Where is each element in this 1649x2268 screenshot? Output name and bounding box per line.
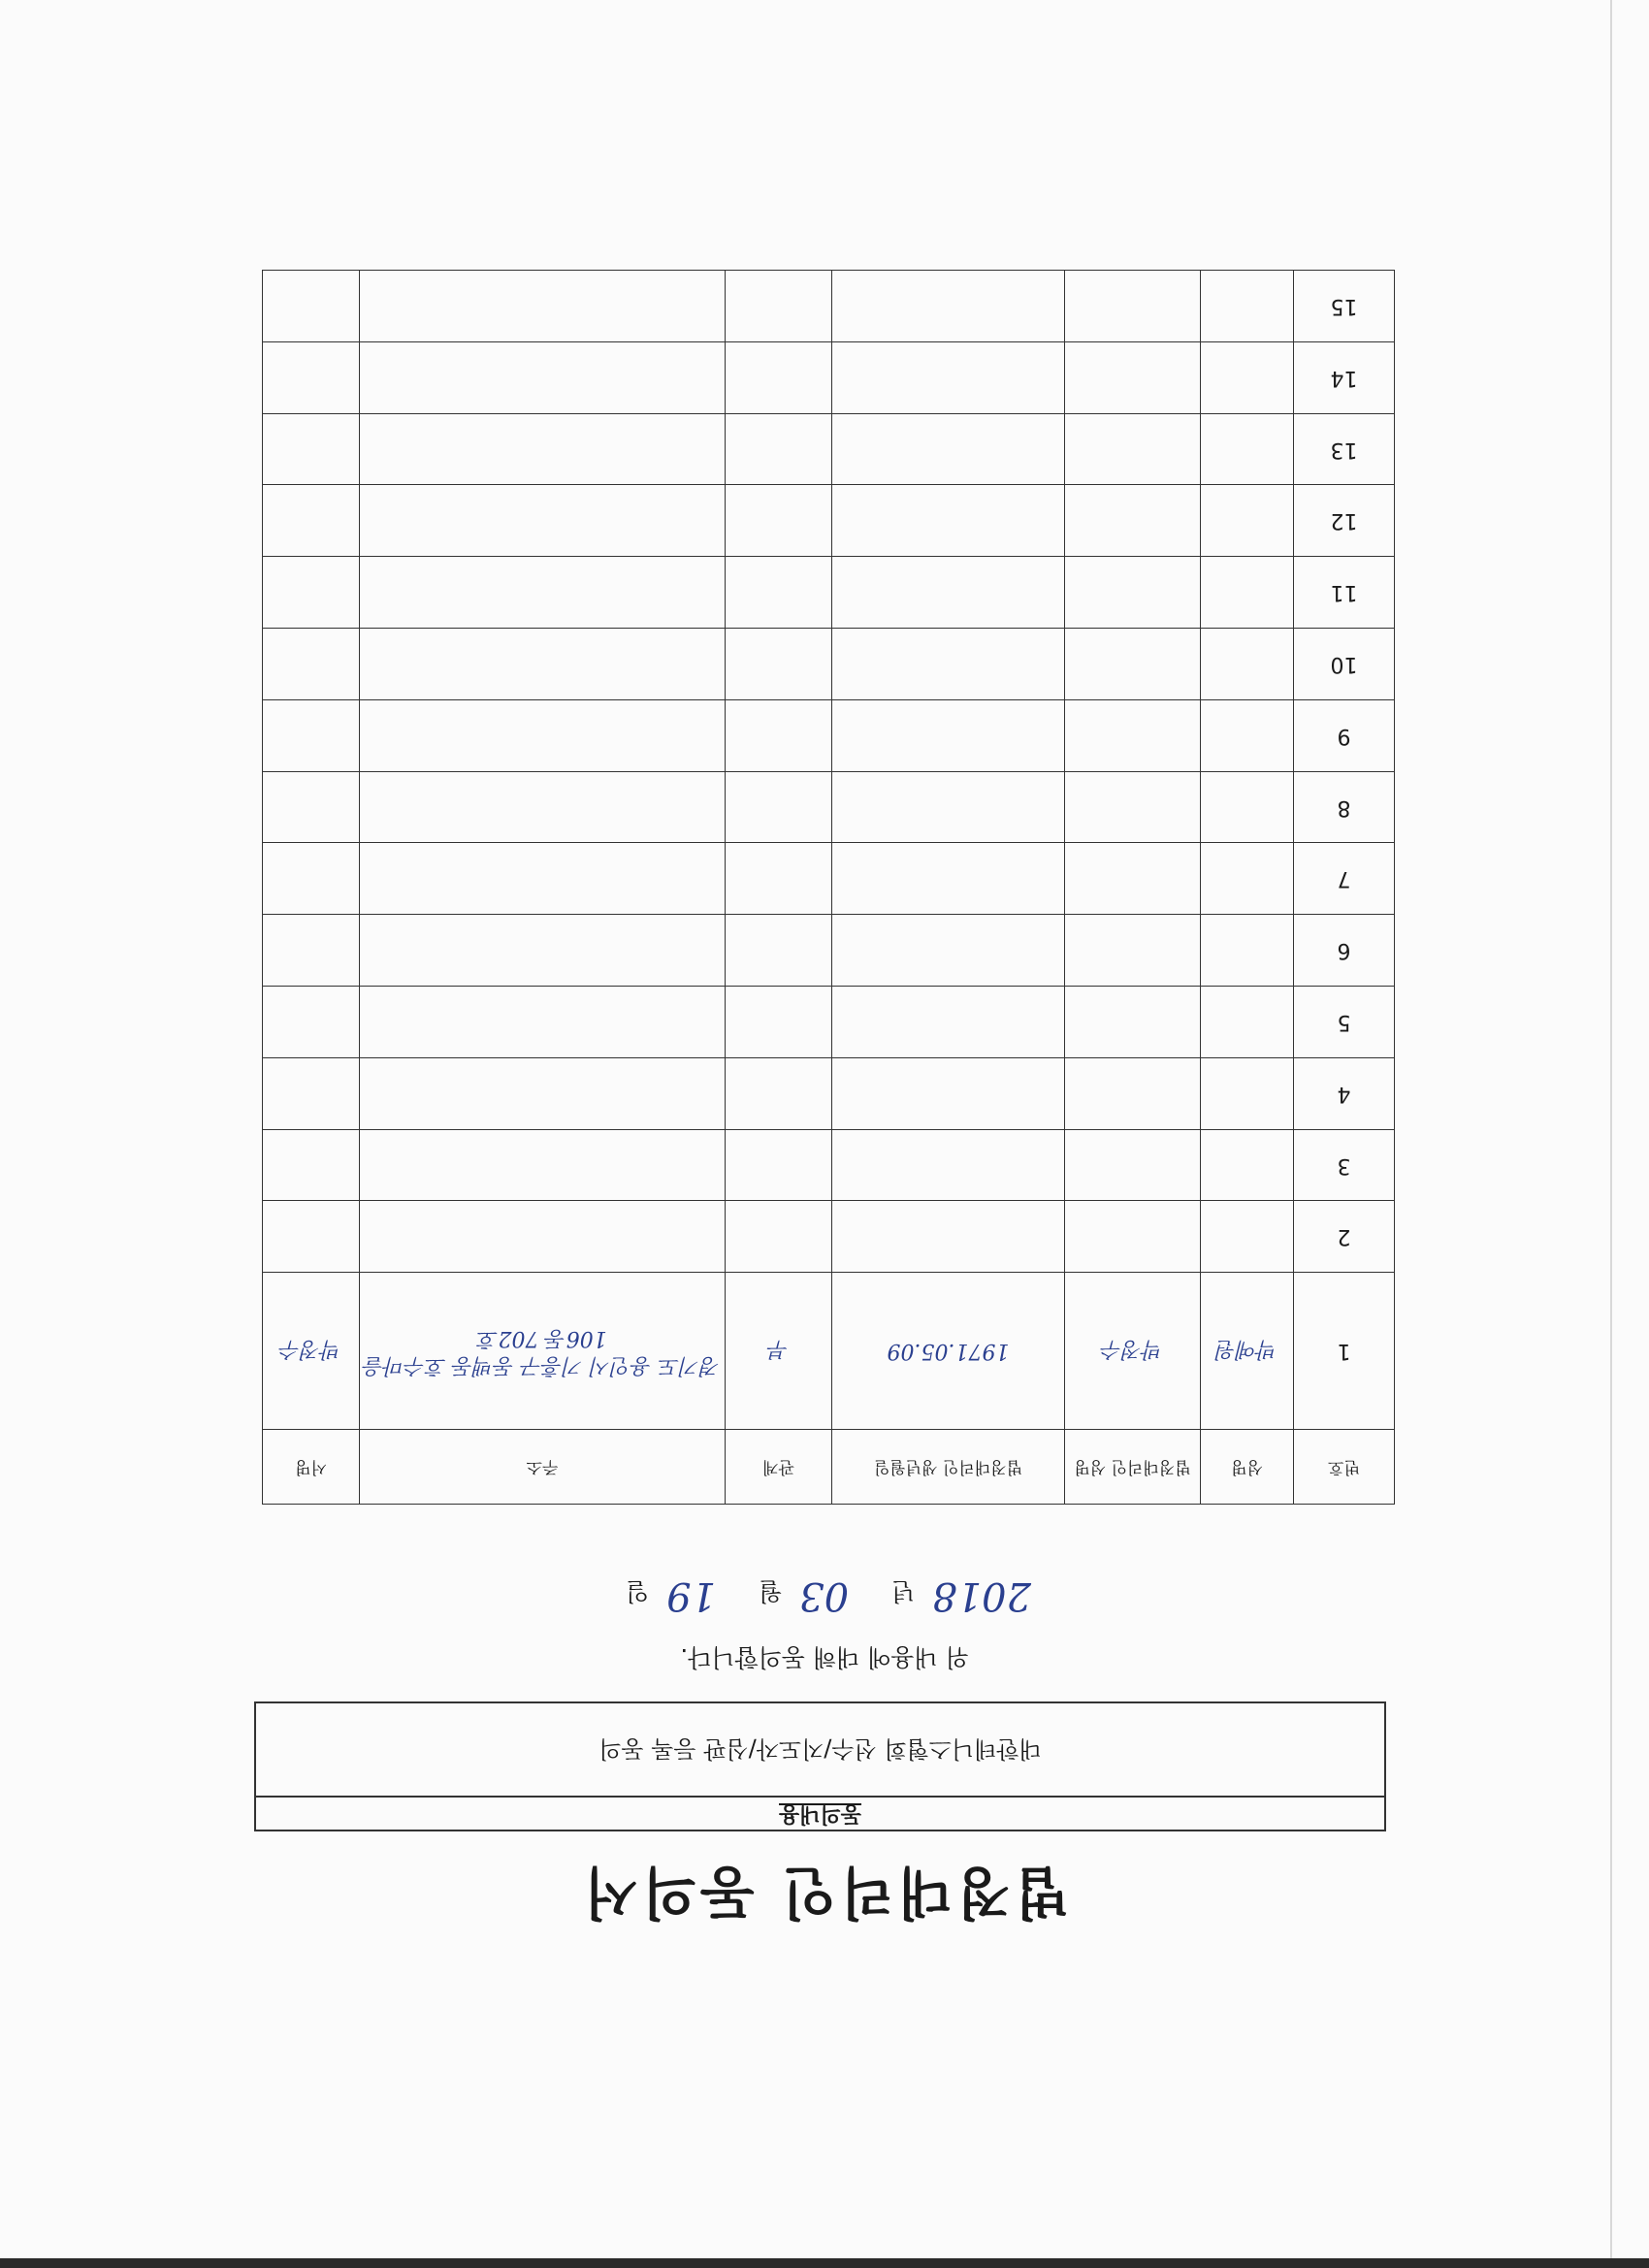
- row-address: [360, 699, 726, 771]
- row-relation: [726, 629, 832, 700]
- row-number: 2: [1294, 1201, 1395, 1273]
- table-row: [263, 987, 1395, 1058]
- row-guardian-birth: [832, 1129, 1065, 1201]
- row-relation: [726, 557, 832, 629]
- row-number: 1: [1294, 1273, 1395, 1430]
- row-number: 6: [1294, 915, 1395, 987]
- table-body: [263, 271, 1395, 1430]
- row-guardian-name: [1065, 915, 1201, 987]
- row-number: 14: [1294, 341, 1395, 413]
- row-number: 4: [1294, 1057, 1395, 1129]
- row-number: 15: [1294, 271, 1395, 342]
- row-name: 박예원: [1201, 1273, 1294, 1430]
- row-number: 8: [1294, 771, 1395, 843]
- row-number: 13: [1294, 413, 1395, 485]
- scan-border: [0, 2258, 1649, 2268]
- row-guardian-name: [1065, 771, 1201, 843]
- row-relation: [726, 1057, 832, 1129]
- row-address: [360, 341, 726, 413]
- row-name: [1201, 843, 1294, 915]
- row-guardian-birth: [832, 915, 1065, 987]
- scan-edge: [1610, 0, 1612, 2268]
- row-address: [360, 557, 726, 629]
- row-relation: [726, 987, 832, 1058]
- row-guardian-birth: [832, 771, 1065, 843]
- row-relation: [726, 1129, 832, 1201]
- table-row: [263, 629, 1395, 700]
- row-number: 10: [1294, 629, 1395, 700]
- table-row: [263, 1201, 1395, 1273]
- row-name: [1201, 271, 1294, 342]
- row-name: [1201, 1057, 1294, 1129]
- consent-box: [254, 1701, 1386, 1831]
- row-address: [360, 485, 726, 557]
- row-address: [360, 629, 726, 700]
- row-name: [1201, 341, 1294, 413]
- date-year-unit: 년: [891, 1577, 916, 1605]
- row-number: 11: [1294, 557, 1395, 629]
- row-guardian-birth: [832, 1201, 1065, 1273]
- row-guardian-name: [1065, 413, 1201, 485]
- table-row: [263, 915, 1395, 987]
- table-row: [263, 341, 1395, 413]
- row-relation: [726, 413, 832, 485]
- table-row: [263, 1057, 1395, 1129]
- row-guardian-name: [1065, 1129, 1201, 1201]
- row-name: [1201, 1129, 1294, 1201]
- date-day: 19: [666, 1573, 717, 1618]
- row-signature: [263, 1129, 360, 1201]
- row-relation: [726, 271, 832, 342]
- row-signature: [263, 843, 360, 915]
- row-address: [360, 843, 726, 915]
- row-signature: [263, 341, 360, 413]
- row-name: [1201, 557, 1294, 629]
- table-header-row: [263, 1430, 1395, 1505]
- header-guardian-name: 법정대리인 성명: [1065, 1430, 1201, 1505]
- date-month: 03: [799, 1573, 850, 1618]
- consent-body: 대한테니스협회 선수/지도자/심판 등록 동의: [598, 1735, 1042, 1763]
- row-guardian-birth: [832, 843, 1065, 915]
- row-relation: 부: [726, 1273, 832, 1430]
- row-relation: [726, 1201, 832, 1273]
- row-guardian-name: [1065, 557, 1201, 629]
- guardian-table: [262, 270, 1395, 1505]
- row-signature: [263, 771, 360, 843]
- header-address: 주소: [360, 1430, 726, 1505]
- header-number: 번호: [1294, 1430, 1395, 1505]
- row-guardian-birth: [832, 987, 1065, 1058]
- row-number: 3: [1294, 1129, 1395, 1201]
- row-signature: [263, 485, 360, 557]
- consent-heading: 동의내용: [256, 1796, 1384, 1830]
- row-name: [1201, 699, 1294, 771]
- row-signature: [263, 915, 360, 987]
- row-guardian-birth: [832, 485, 1065, 557]
- date-month-unit: 월: [759, 1577, 783, 1605]
- row-address: [360, 1129, 726, 1201]
- header-guardian-birth: 법정대리인 생년월일: [832, 1430, 1065, 1505]
- row-guardian-name: [1065, 629, 1201, 700]
- table-row: [263, 1129, 1395, 1201]
- row-address: [360, 987, 726, 1058]
- row-signature: [263, 557, 360, 629]
- table-row: [263, 1273, 1395, 1430]
- row-address: [360, 1057, 726, 1129]
- row-signature: 박정수: [263, 1273, 360, 1430]
- row-guardian-name: [1065, 699, 1201, 771]
- row-name: [1201, 485, 1294, 557]
- row-guardian-birth: 1971.05.09: [832, 1273, 1065, 1430]
- row-number: 12: [1294, 485, 1395, 557]
- row-relation: [726, 341, 832, 413]
- row-name: [1201, 987, 1294, 1058]
- table-row: [263, 771, 1395, 843]
- header-name: 성명: [1201, 1430, 1294, 1505]
- row-guardian-birth: [832, 629, 1065, 700]
- table-row: [263, 699, 1395, 771]
- row-guardian-name: [1065, 341, 1201, 413]
- row-guardian-name: [1065, 1201, 1201, 1273]
- row-address: [360, 915, 726, 987]
- row-relation: [726, 699, 832, 771]
- row-signature: [263, 629, 360, 700]
- row-relation: [726, 915, 832, 987]
- agreement-text: 위 내용에 대해 동의합니다.: [680, 1643, 969, 1671]
- date-day-unit: 일: [626, 1577, 650, 1605]
- date-year: 2018: [932, 1573, 1031, 1618]
- row-address: 경기도 용인시 기흥구 동백동 호수마을 106동 702호: [360, 1273, 726, 1430]
- header-signature: 서명: [263, 1430, 360, 1505]
- row-guardian-birth: [832, 557, 1065, 629]
- row-guardian-birth: [832, 341, 1065, 413]
- row-guardian-birth: [832, 699, 1065, 771]
- document-title: 법정대리인 동의서: [579, 1860, 1070, 1926]
- row-relation: [726, 485, 832, 557]
- row-guardian-birth: [832, 413, 1065, 485]
- row-guardian-name: [1065, 987, 1201, 1058]
- row-signature: [263, 699, 360, 771]
- row-name: [1201, 629, 1294, 700]
- header-relation: 관계: [726, 1430, 832, 1505]
- row-relation: [726, 771, 832, 843]
- row-address: [360, 771, 726, 843]
- row-guardian-name: [1065, 843, 1201, 915]
- row-signature: [263, 987, 360, 1058]
- row-signature: [263, 413, 360, 485]
- row-number: 9: [1294, 699, 1395, 771]
- table-row: [263, 413, 1395, 485]
- row-signature: [263, 271, 360, 342]
- row-name: [1201, 915, 1294, 987]
- row-signature: [263, 1201, 360, 1273]
- row-number: 7: [1294, 843, 1395, 915]
- row-guardian-name: [1065, 271, 1201, 342]
- row-address: [360, 271, 726, 342]
- row-signature: [263, 1057, 360, 1129]
- row-name: [1201, 771, 1294, 843]
- row-name: [1201, 413, 1294, 485]
- row-address: [360, 1201, 726, 1273]
- row-guardian-name: 박정수: [1065, 1273, 1201, 1430]
- row-guardian-name: [1065, 485, 1201, 557]
- table-row: [263, 271, 1395, 342]
- row-guardian-birth: [832, 271, 1065, 342]
- row-name: [1201, 1201, 1294, 1273]
- row-guardian-name: [1065, 1057, 1201, 1129]
- row-guardian-birth: [832, 1057, 1065, 1129]
- row-number: 5: [1294, 987, 1395, 1058]
- table-row: [263, 843, 1395, 915]
- table-row: [263, 485, 1395, 557]
- signing-date: [0, 1573, 1649, 1618]
- row-relation: [726, 843, 832, 915]
- table-row: [263, 557, 1395, 629]
- row-address: [360, 413, 726, 485]
